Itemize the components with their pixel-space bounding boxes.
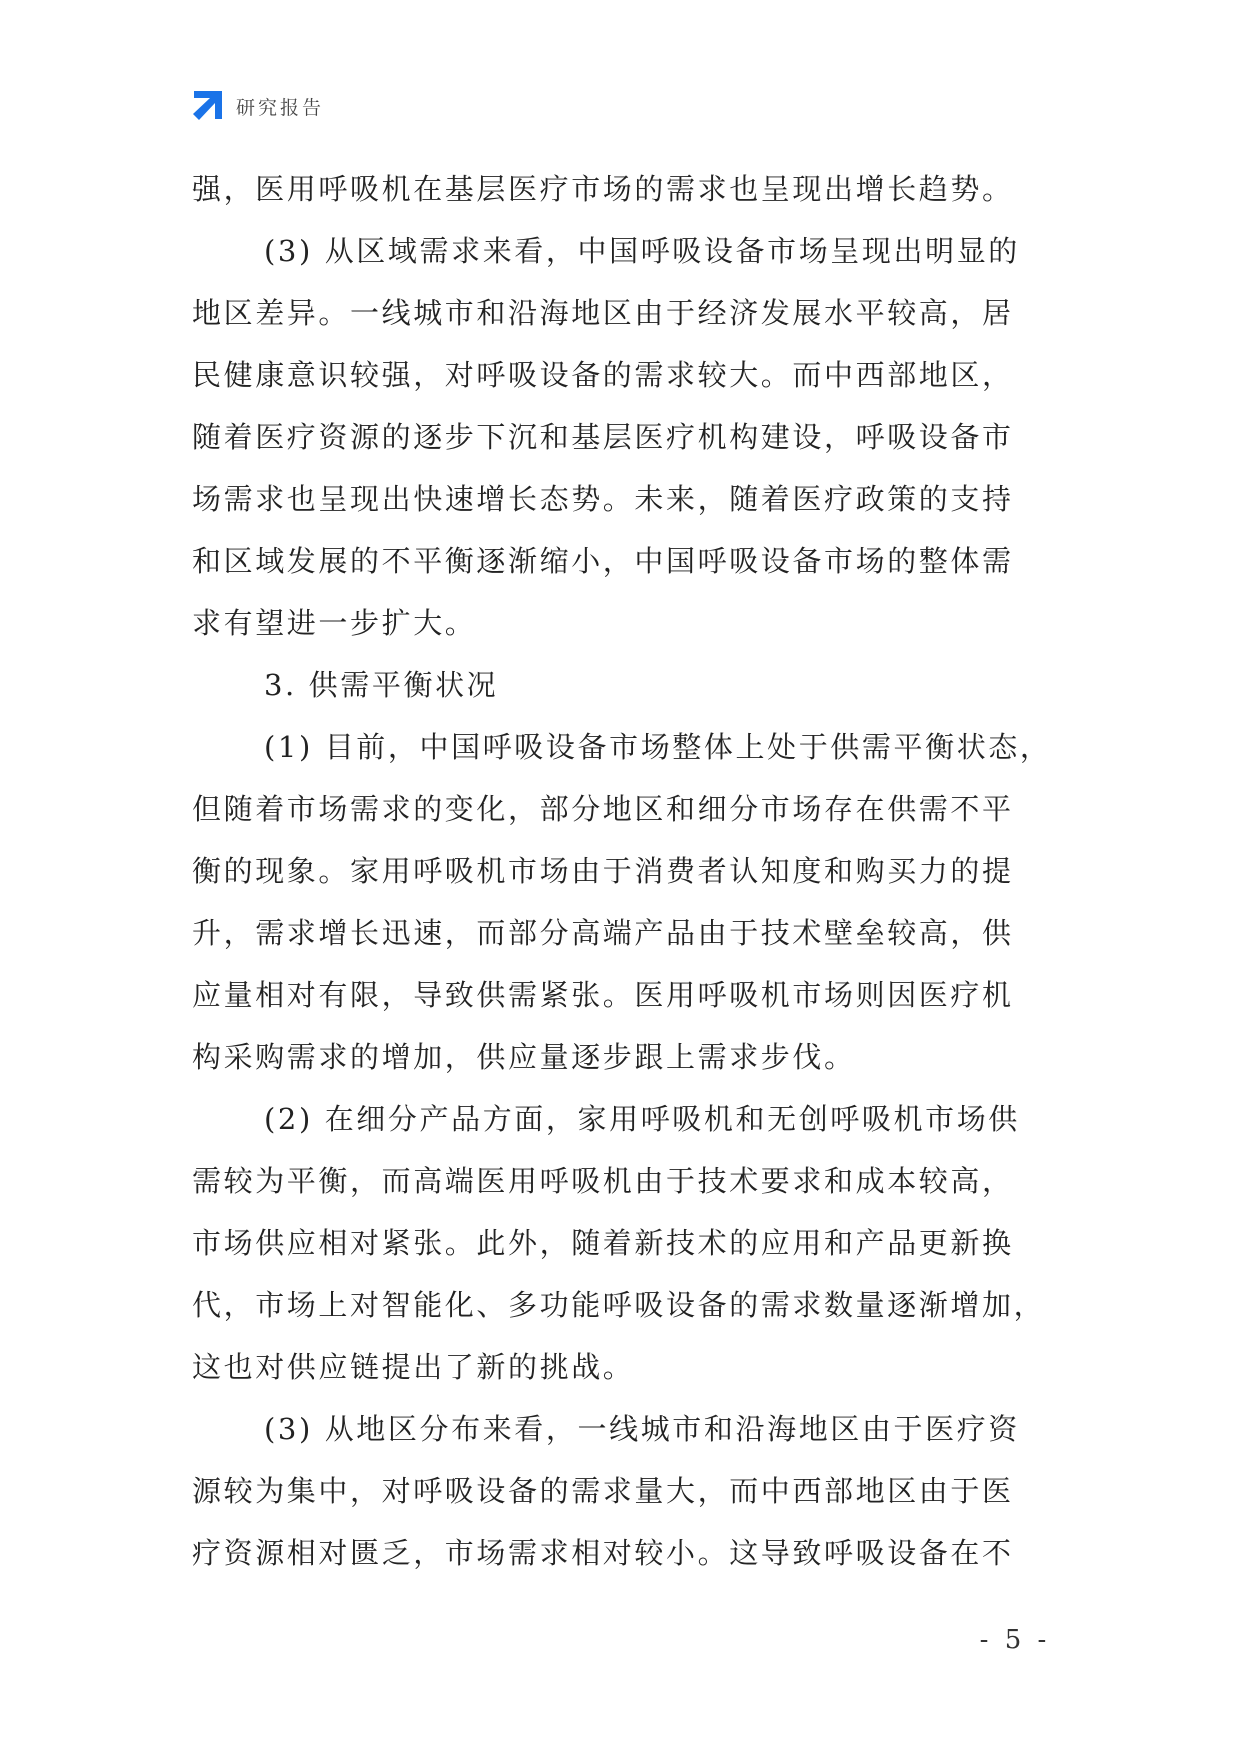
text-line: 疗资源相对匮乏，市场需求相对较小。这导致呼吸设备在不	[192, 1536, 1014, 1570]
text-line: 应量相对有限，导致供需紧张。医用呼吸机市场则因医疗机	[192, 978, 1014, 1012]
text-line: 随着医疗资源的逐步下沉和基层医疗机构建设，呼吸设备市	[192, 420, 1014, 454]
text-line: 求有望进一步扩大。	[192, 606, 477, 640]
text-line: 和区域发展的不平衡逐渐缩小，中国呼吸设备市场的整体需	[192, 544, 1014, 578]
arrow-up-right-logo-icon	[190, 89, 224, 123]
header-title: 研究报告	[236, 96, 325, 119]
text-line: 构采购需求的增加，供应量逐步跟上需求步伐。	[192, 1040, 856, 1074]
text-line: (1) 目前，中国呼吸设备市场整体上处于供需平衡状态，	[264, 730, 1052, 764]
text-line: 衡的现象。家用呼吸机市场由于消费者认知度和购买力的提	[192, 854, 1014, 888]
text-line: 强，医用呼吸机在基层医疗市场的需求也呈现出增长趋势。	[192, 172, 1014, 206]
text-line: 这也对供应链提出了新的挑战。	[192, 1350, 635, 1384]
text-line: 地区差异。一线城市和沿海地区由于经济发展水平较高，居	[192, 296, 1014, 330]
text-line: 民健康意识较强，对呼吸设备的需求较大。而中西部地区，	[192, 358, 1014, 392]
document-body	[192, 158, 1060, 1584]
page-number: - 5 -	[979, 1625, 1051, 1655]
text-line: 市场供应相对紧张。此外，随着新技术的应用和产品更新换	[192, 1226, 1014, 1260]
text-line: (2) 在细分产品方面，家用呼吸机和无创呼吸机市场供	[264, 1102, 1020, 1136]
text-line: 但随着市场需求的变化，部分地区和细分市场存在供需不平	[192, 792, 1014, 826]
text-line: 场需求也呈现出快速增长态势。未来，随着医疗政策的支持	[192, 482, 1014, 516]
text-line: 升，需求增长迅速，而部分高端产品由于技术壁垒较高，供	[192, 916, 1014, 950]
report-header	[190, 88, 324, 124]
text-line: 源较为集中，对呼吸设备的需求量大，而中西部地区由于医	[192, 1474, 1014, 1508]
text-line: 需较为平衡，而高端医用呼吸机由于技术要求和成本较高，	[192, 1164, 1014, 1198]
text-line: (3) 从地区分布来看，一线城市和沿海地区由于医疗资	[264, 1412, 1020, 1446]
text-line: (3) 从区域需求来看，中国呼吸设备市场呈现出明显的	[264, 234, 1020, 268]
text-line: 代，市场上对智能化、多功能呼吸设备的需求数量逐渐增加，	[192, 1288, 1046, 1322]
section-heading: 3. 供需平衡状况	[264, 668, 499, 702]
